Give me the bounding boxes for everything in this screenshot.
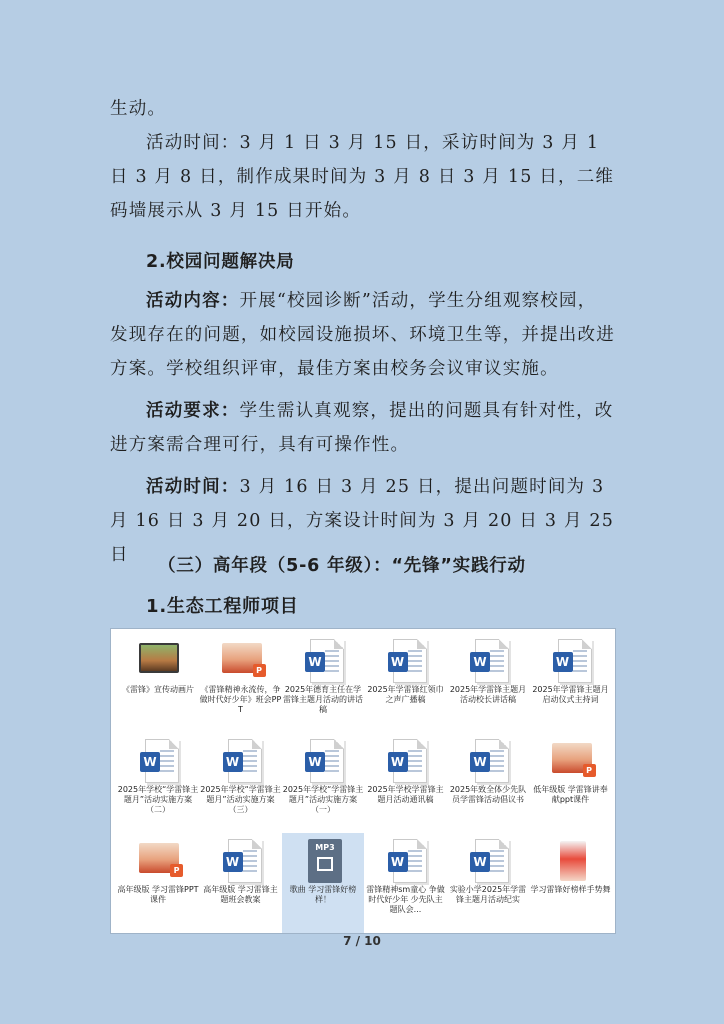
- file-name-label: 雷锋精神sm童心 争做时代好少年 少先队主题队会...: [366, 885, 445, 914]
- file-name-label: 2025年德育主任在学雷锋主题月活动的讲话稿: [283, 685, 363, 714]
- section-heading-senior-grade: （三）高年段（5-6 年级）：“先锋”实践行动: [158, 556, 526, 576]
- file-name-label: 2025年学雷锋主题月启动仪式主持词: [532, 685, 609, 704]
- word-document-icon: W: [469, 739, 509, 783]
- word-document-icon: W: [552, 639, 592, 683]
- paragraph-activity-content: [110, 284, 615, 386]
- file-item[interactable]: [117, 733, 199, 833]
- file-item[interactable]: [117, 833, 199, 933]
- file-name-label: 2025年致全体少先队员学雷锋活动倡议书: [449, 785, 527, 804]
- label-activity-content: 活动内容：: [146, 291, 240, 311]
- powerpoint-file-icon: P: [552, 739, 592, 783]
- mp3-audio-file-icon: MP3: [304, 839, 344, 883]
- file-item[interactable]: [200, 833, 282, 933]
- file-browser-panel: [110, 628, 616, 934]
- file-name-label: 2025年学校“学雷锋主题月”活动实施方案（二）: [117, 785, 199, 814]
- paragraph-activity-time-1: 活动时间：3 月 1 日 3 月 15 日，采访时间为 3 月 1 日 3 月 8 日，制作成果时间为 3 月 8 日 3 月 15 日，二维码墙展示从 3 月 15 日开始。: [110, 133, 615, 221]
- file-name-label: 《雷锋》宣传动画片: [122, 685, 194, 694]
- word-document-icon: W: [304, 739, 344, 783]
- file-name-label: 高年级版 学习雷锋PPT课件: [117, 885, 199, 904]
- file-name-label: 实验小学2025年学雷锋主题月活动纪实: [449, 885, 527, 904]
- file-item[interactable]: [365, 733, 447, 833]
- paragraph-activity-requirements: [110, 394, 615, 462]
- page-indicator: 7 / 10: [343, 934, 381, 948]
- file-name-label: 学习雷锋好榜样手势舞: [530, 885, 611, 894]
- video-thumbnail-icon: [552, 839, 592, 883]
- label-activity-requirements: 活动要求：: [146, 401, 240, 421]
- word-document-icon: W: [387, 739, 427, 783]
- file-item[interactable]: [117, 633, 199, 733]
- file-name-label: 歌曲 学习雷锋好榜样！: [289, 885, 357, 904]
- text-activity-requirements: 学生需认真观察，提出的问题具有针对性，改进方案需合理可行，具有可操作性。: [110, 401, 614, 455]
- file-item[interactable]: [365, 633, 447, 733]
- word-document-icon: W: [222, 739, 262, 783]
- file-item[interactable]: [282, 833, 364, 933]
- file-item[interactable]: [365, 833, 447, 933]
- file-item[interactable]: [200, 733, 282, 833]
- word-document-icon: W: [387, 639, 427, 683]
- word-document-icon: W: [387, 839, 427, 883]
- word-document-icon: W: [222, 839, 262, 883]
- powerpoint-file-icon: P: [222, 639, 262, 683]
- word-document-icon: W: [139, 739, 179, 783]
- heading-campus-problem: 2.校园问题解决局: [146, 252, 295, 272]
- file-item[interactable]: [447, 733, 529, 833]
- file-item[interactable]: [530, 833, 612, 933]
- word-document-icon: W: [304, 639, 344, 683]
- file-name-label: 《雷锋精神永流传，争做时代好少年》班会PPT: [199, 685, 282, 714]
- file-item[interactable]: [282, 633, 364, 733]
- text-activity-content: 开展“校园诊断”活动，学生分组观察校园，发现存在的问题，如校园设施损坏、环境卫生等，并提出改进方案。学校组织评审，最佳方案由校务会议审议实施。: [110, 291, 615, 379]
- file-name-label: 2025年学雷锋红领巾之声广播稿: [367, 685, 444, 704]
- file-name-label: 2025年学校“学雷锋主题月”活动实施方案（三）: [200, 785, 281, 814]
- file-item[interactable]: [447, 833, 529, 933]
- paragraph-continuation: 生动。: [110, 99, 167, 119]
- file-name-label: 高年级版 学习雷锋主题班会教案: [203, 885, 278, 904]
- heading-eco-engineer: 1.生态工程师项目: [146, 596, 299, 617]
- powerpoint-file-icon: P: [139, 839, 179, 883]
- file-item[interactable]: [282, 733, 364, 833]
- file-item[interactable]: [530, 733, 612, 833]
- file-item[interactable]: [447, 633, 529, 733]
- file-item[interactable]: [200, 633, 282, 733]
- file-name-label: 2025年学雷锋主题月活动校长讲话稿: [449, 685, 527, 704]
- file-name-label: 低年级版 学雷锋讲奉献ppt课件: [533, 785, 608, 804]
- text-activity-time: 3 月 16 日 3 月 25 日，提出问题时间为 3 月 16 日 3 月 20 日，方案设计时间为 3 月 20 日 3 月 25 日: [110, 477, 615, 565]
- word-document-icon: W: [469, 839, 509, 883]
- label-activity-time: 活动时间：: [146, 477, 240, 497]
- file-item[interactable]: [530, 633, 612, 733]
- video-file-icon: [139, 639, 179, 683]
- file-name-label: 2025年学校“学雷锋主题月”活动实施方案（一）: [282, 785, 364, 814]
- file-name-label: 2025年学校学雷锋主题月活动通讯稿: [367, 785, 444, 804]
- word-document-icon: W: [469, 639, 509, 683]
